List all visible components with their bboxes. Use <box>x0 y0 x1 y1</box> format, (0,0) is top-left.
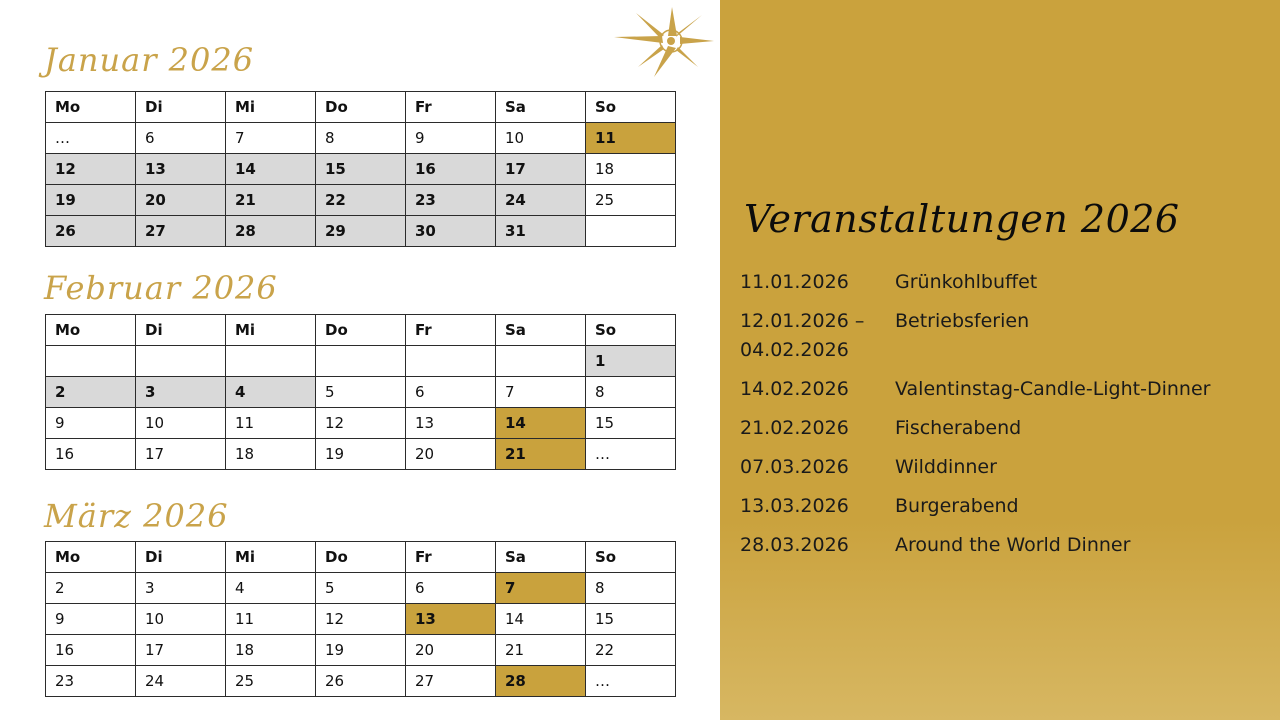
month-title-februar: Februar 2026 <box>44 269 278 307</box>
day-cell: 10 <box>496 123 586 154</box>
closed-day-cell: 29 <box>316 216 406 247</box>
day-cell <box>316 346 406 377</box>
event-name: Grünkohlbuffet <box>895 271 1038 293</box>
event-item <box>740 307 1260 365</box>
day-cell: 20 <box>406 439 496 470</box>
day-cell <box>406 346 496 377</box>
events-title: Veranstaltungen 2026 <box>744 197 1180 241</box>
day-cell: 11 <box>226 408 316 439</box>
closed-day-cell: 14 <box>226 154 316 185</box>
event-day-cell: 7 <box>496 573 586 604</box>
day-cell: 6 <box>136 123 226 154</box>
event-day-cell: 11 <box>586 123 676 154</box>
weekday-header: Do <box>316 92 406 123</box>
day-cell: … <box>586 666 676 697</box>
closed-day-cell: 3 <box>136 377 226 408</box>
week-row <box>46 185 676 216</box>
weekday-header: Di <box>136 92 226 123</box>
event-date: 28.03.2026 <box>740 534 849 556</box>
day-cell: 19 <box>316 635 406 666</box>
weekday-header: So <box>586 315 676 346</box>
week-row <box>46 154 676 185</box>
day-cell: 19 <box>316 439 406 470</box>
day-cell: 15 <box>586 604 676 635</box>
calendar-februar <box>45 314 676 470</box>
week-row <box>46 635 676 666</box>
week-row <box>46 666 676 697</box>
day-cell <box>586 216 676 247</box>
day-cell: 18 <box>226 439 316 470</box>
event-item <box>740 414 1260 443</box>
event-item <box>740 268 1260 297</box>
closed-day-cell: 22 <box>316 185 406 216</box>
closed-day-cell: 23 <box>406 185 496 216</box>
day-cell <box>496 346 586 377</box>
day-cell: 6 <box>406 377 496 408</box>
calendar-januar <box>45 91 676 247</box>
day-cell: 8 <box>586 573 676 604</box>
closed-day-cell: 19 <box>46 185 136 216</box>
event-day-cell: 21 <box>496 439 586 470</box>
day-cell: 18 <box>586 154 676 185</box>
day-cell: 25 <box>226 666 316 697</box>
calendar-maerz <box>45 541 676 697</box>
day-cell: 16 <box>46 439 136 470</box>
day-cell: 2 <box>46 573 136 604</box>
event-date: 14.02.2026 <box>740 378 849 400</box>
weekday-header: Fr <box>406 542 496 573</box>
day-cell: 8 <box>586 377 676 408</box>
closed-day-cell: 12 <box>46 154 136 185</box>
weekday-header: Mo <box>46 315 136 346</box>
event-date: 07.03.2026 <box>740 456 849 478</box>
weekday-header: Sa <box>496 92 586 123</box>
week-row <box>46 377 676 408</box>
week-row <box>46 408 676 439</box>
day-cell: 4 <box>226 573 316 604</box>
weekday-header: Di <box>136 542 226 573</box>
event-name: Wilddinner <box>895 456 997 478</box>
day-cell: 25 <box>586 185 676 216</box>
event-name: Around the World Dinner <box>895 534 1131 556</box>
event-day-cell: 14 <box>496 408 586 439</box>
day-cell: … <box>586 439 676 470</box>
weekday-header: Fr <box>406 315 496 346</box>
closed-day-cell: 4 <box>226 377 316 408</box>
event-date: 13.03.2026 <box>740 495 849 517</box>
week-row <box>46 604 676 635</box>
day-cell: 5 <box>316 573 406 604</box>
day-cell: 9 <box>46 408 136 439</box>
week-row <box>46 573 676 604</box>
day-cell: 9 <box>406 123 496 154</box>
event-item <box>740 492 1260 521</box>
weekday-header: Sa <box>496 315 586 346</box>
day-cell: 24 <box>136 666 226 697</box>
weekday-header: Do <box>316 542 406 573</box>
closed-day-cell: 31 <box>496 216 586 247</box>
weekday-header: Do <box>316 315 406 346</box>
day-cell: 9 <box>46 604 136 635</box>
closed-day-cell: 1 <box>586 346 676 377</box>
weekday-header: Mi <box>226 92 316 123</box>
day-cell <box>226 346 316 377</box>
weekday-header: Mi <box>226 542 316 573</box>
weekday-header: Mo <box>46 92 136 123</box>
event-date: 21.02.2026 <box>740 417 849 439</box>
day-cell: 13 <box>406 408 496 439</box>
closed-day-cell: 21 <box>226 185 316 216</box>
day-cell: 7 <box>226 123 316 154</box>
weekday-header: Di <box>136 315 226 346</box>
day-cell: 10 <box>136 408 226 439</box>
event-item <box>740 375 1260 404</box>
closed-day-cell: 26 <box>46 216 136 247</box>
closed-day-cell: 24 <box>496 185 586 216</box>
week-row <box>46 216 676 247</box>
event-item <box>740 453 1260 482</box>
day-cell <box>136 346 226 377</box>
day-cell: 15 <box>586 408 676 439</box>
weekday-header-row <box>46 542 676 573</box>
month-title-maerz: März 2026 <box>44 497 229 535</box>
events-list <box>740 268 1260 570</box>
day-cell: 16 <box>46 635 136 666</box>
weekday-header: So <box>586 542 676 573</box>
event-name: Betriebsferien <box>895 310 1030 332</box>
week-row <box>46 346 676 377</box>
day-cell: 8 <box>316 123 406 154</box>
day-cell: 21 <box>496 635 586 666</box>
closed-day-cell: 30 <box>406 216 496 247</box>
compass-rose-icon <box>606 3 718 81</box>
month-title-januar: Januar 2026 <box>44 41 255 79</box>
day-cell: 17 <box>136 439 226 470</box>
day-cell: 3 <box>136 573 226 604</box>
day-cell: 18 <box>226 635 316 666</box>
weekday-header: Mo <box>46 542 136 573</box>
day-cell: 12 <box>316 408 406 439</box>
day-cell: 12 <box>316 604 406 635</box>
event-name: Valentinstag-Candle-Light-Dinner <box>895 378 1211 400</box>
event-name: Burgerabend <box>895 495 1019 517</box>
closed-day-cell: 17 <box>496 154 586 185</box>
day-cell: 20 <box>406 635 496 666</box>
weekday-header: Mi <box>226 315 316 346</box>
closed-day-cell: 2 <box>46 377 136 408</box>
weekday-header: Sa <box>496 542 586 573</box>
day-cell: 17 <box>136 635 226 666</box>
day-cell: … <box>46 123 136 154</box>
event-name: Fischerabend <box>895 417 1022 439</box>
weekday-header: So <box>586 92 676 123</box>
week-row <box>46 123 676 154</box>
event-day-cell: 28 <box>496 666 586 697</box>
day-cell <box>46 346 136 377</box>
weekday-header-row <box>46 315 676 346</box>
closed-day-cell: 27 <box>136 216 226 247</box>
day-cell: 7 <box>496 377 586 408</box>
day-cell: 26 <box>316 666 406 697</box>
closed-day-cell: 16 <box>406 154 496 185</box>
day-cell: 27 <box>406 666 496 697</box>
closed-day-cell: 15 <box>316 154 406 185</box>
day-cell: 14 <box>496 604 586 635</box>
event-date: 12.01.2026 – 04.02.2026 <box>740 310 865 361</box>
day-cell: 5 <box>316 377 406 408</box>
closed-day-cell: 20 <box>136 185 226 216</box>
day-cell: 6 <box>406 573 496 604</box>
weekday-header-row <box>46 92 676 123</box>
event-day-cell: 13 <box>406 604 496 635</box>
weekday-header: Fr <box>406 92 496 123</box>
closed-day-cell: 28 <box>226 216 316 247</box>
event-item <box>740 531 1260 560</box>
event-date: 11.01.2026 <box>740 271 849 293</box>
day-cell: 11 <box>226 604 316 635</box>
week-row <box>46 439 676 470</box>
closed-day-cell: 13 <box>136 154 226 185</box>
day-cell: 10 <box>136 604 226 635</box>
day-cell: 22 <box>586 635 676 666</box>
day-cell: 23 <box>46 666 136 697</box>
